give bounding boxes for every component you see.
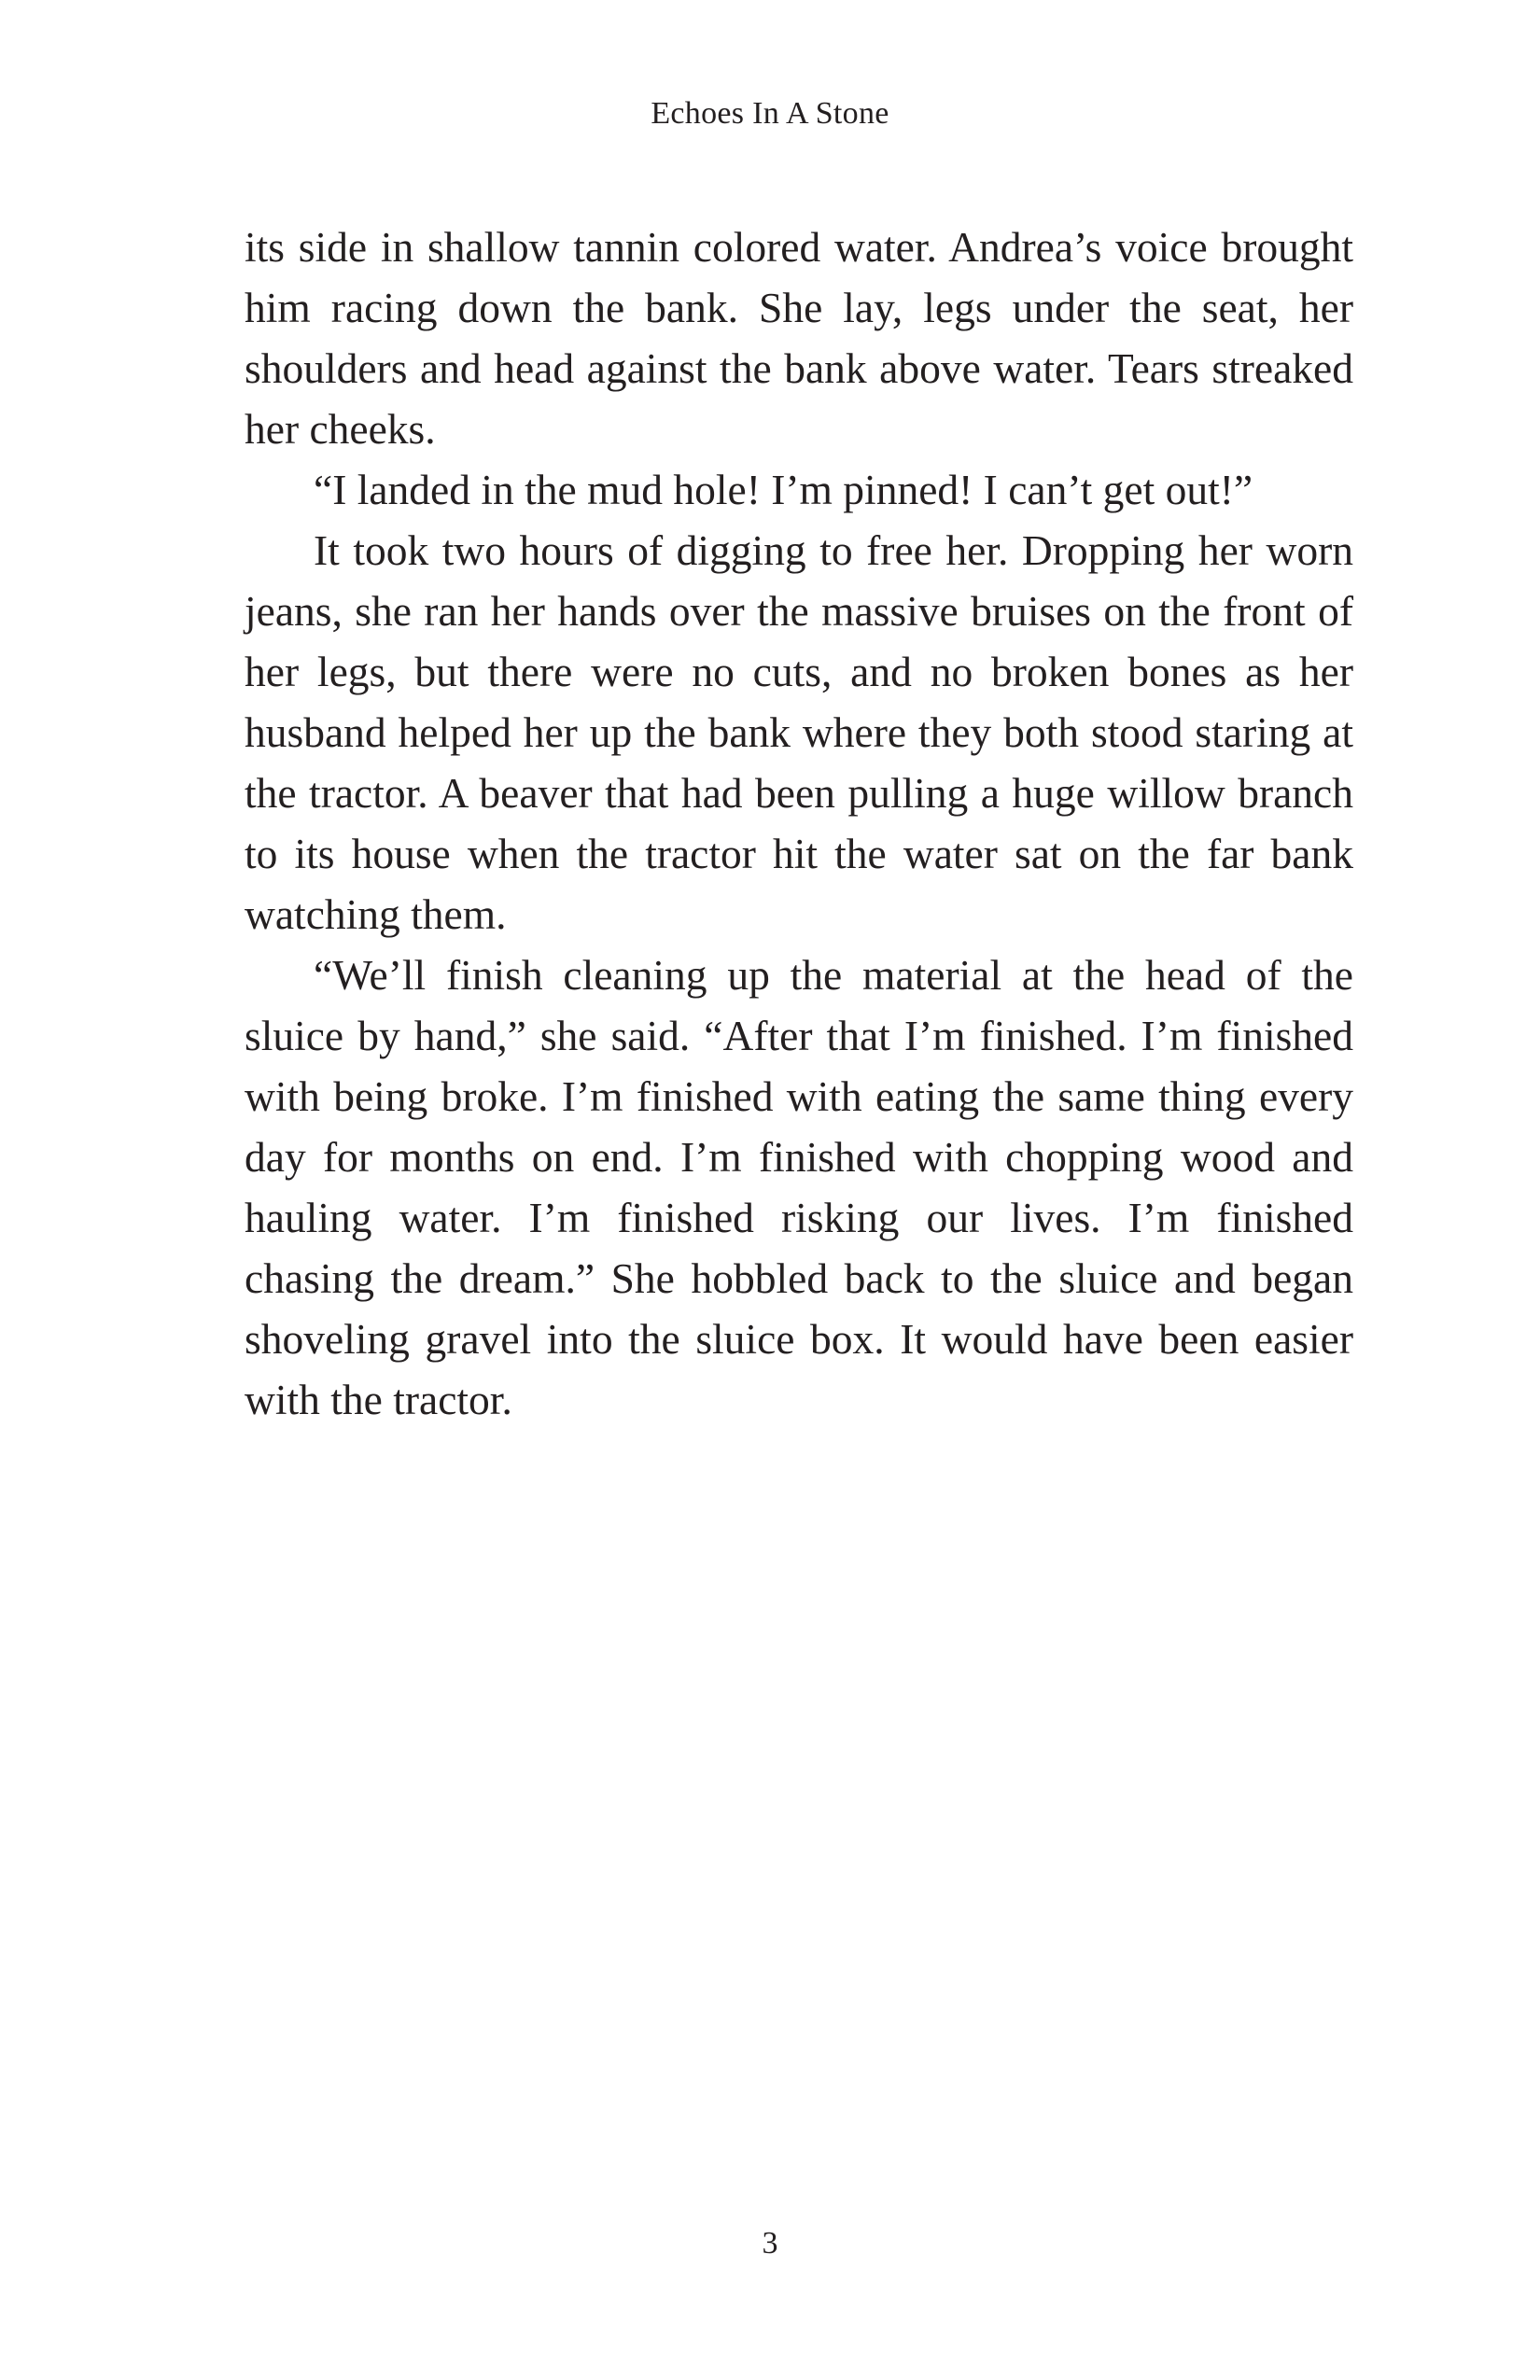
- paragraph: It took two hours of digging to free her. Dropping her worn jeans, she ran her hands over the massive bruises on the front of her legs, but there were no cuts, and no broken bones as her husband helped her up the bank where they both stood staring at the tractor. A beaver that had been pulling a huge willow branch to its house when the tractor hit the water sat on the far bank watching them.: [245, 526, 1353, 938]
- body-text: [245, 217, 1353, 1430]
- page-number: 3: [762, 2226, 778, 2261]
- paragraph-continued: its side in shallow tannin colored water. Andrea’s voice brought him racing down the bank. She lay, legs under the seat, her shoulders and head against the bank above water. Tears streaked her cheeks.: [245, 223, 1353, 453]
- paragraph: “We’ll finish cleaning up the material at the head of the sluice by hand,” she said. “After that I’m finished. I’m finished with being broke. I’m finished with eating the same thing every day for months on end. I’m finished with chopping wood and hauling water. I’m finished risking our lives. I’m finished chasing the dream.” She hobbled back to the sluice and began shoveling gravel into the sluice box. It would have been easier with the tractor.: [245, 951, 1353, 1423]
- running-header-title: Echoes In A Stone: [651, 96, 889, 131]
- paragraph-dialogue: “I landed in the mud hole! I’m pinned! I can’t get out!”: [314, 466, 1253, 513]
